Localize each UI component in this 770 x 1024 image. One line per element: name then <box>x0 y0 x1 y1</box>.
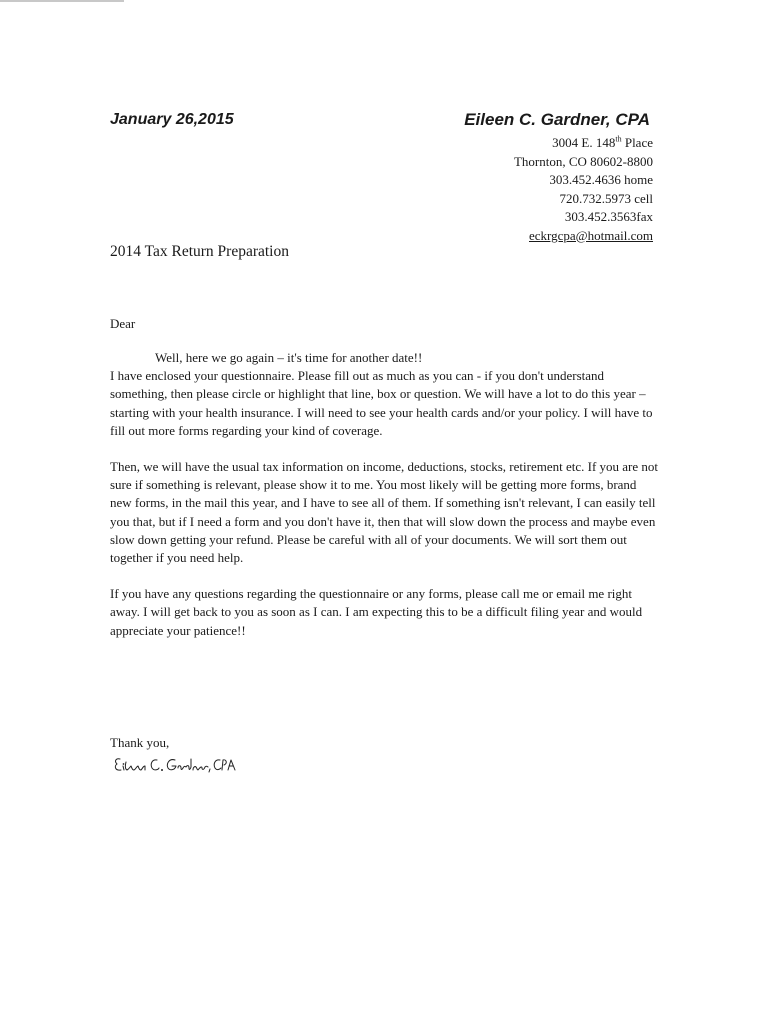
email-address: eckrgcpa@hotmail.com <box>529 227 653 243</box>
sender-name: Eileen C. Gardner, CPA <box>464 110 650 129</box>
city-state-zip: Thornton, CO 80602-8800 <box>513 153 653 169</box>
home-phone: 303.452.4636 home <box>549 172 653 187</box>
closing: Thank you, <box>110 735 170 750</box>
body-paragraph: If you have any questions regarding the questionnaire or any forms, please call me or email me right away. I will get back to you as soon as I can. I am expecting this to be a difficult filing year and would appreciate your patience!! <box>110 586 643 638</box>
letter-body <box>110 349 660 658</box>
body-paragraph: Then, we will have the usual tax information on income, deductions, stocks, retirement etc. If you are not sure if something is relevant, please show it to me. You most likely will be getting more forms, brand new forms, in the mail this year, and I have to see all of them. If something isn't relevant, I can easily tell you that, but if I need a form and you don't have it, then that will slow down the process and maybe even slow down getting your refund. Please be careful with all of your documents. We will sort them out together if you need help. <box>110 459 659 566</box>
letter-subject: 2014 Tax Return Preparation <box>110 243 289 260</box>
scan-edge-mark <box>0 0 124 2</box>
signature-drawing <box>112 754 242 776</box>
letter-date: January 26,2015 <box>110 111 234 128</box>
salutation: Dear <box>110 316 136 331</box>
body-paragraph <box>110 349 660 440</box>
sender-address-block <box>514 134 653 245</box>
street-address: 3004 E. 148th Place <box>552 134 653 150</box>
fax-number: 303.452.3563fax <box>564 209 653 224</box>
paragraph-text: I have enclosed your questionnaire. Please fill out as much as you can - if you don't understand something, then please circle or highlight that line, box or question. We will have a lot to do this year – starting with your health insurance. I will need to see your health cards and/or your policy. I will have to fill out more forms regarding your kind of coverage. <box>110 368 653 438</box>
cell-phone: 720.732.5973 cell <box>559 190 653 206</box>
opening-line: Well, here we go again – it's time for another date!! <box>155 350 423 365</box>
handwritten-signature <box>112 754 242 781</box>
